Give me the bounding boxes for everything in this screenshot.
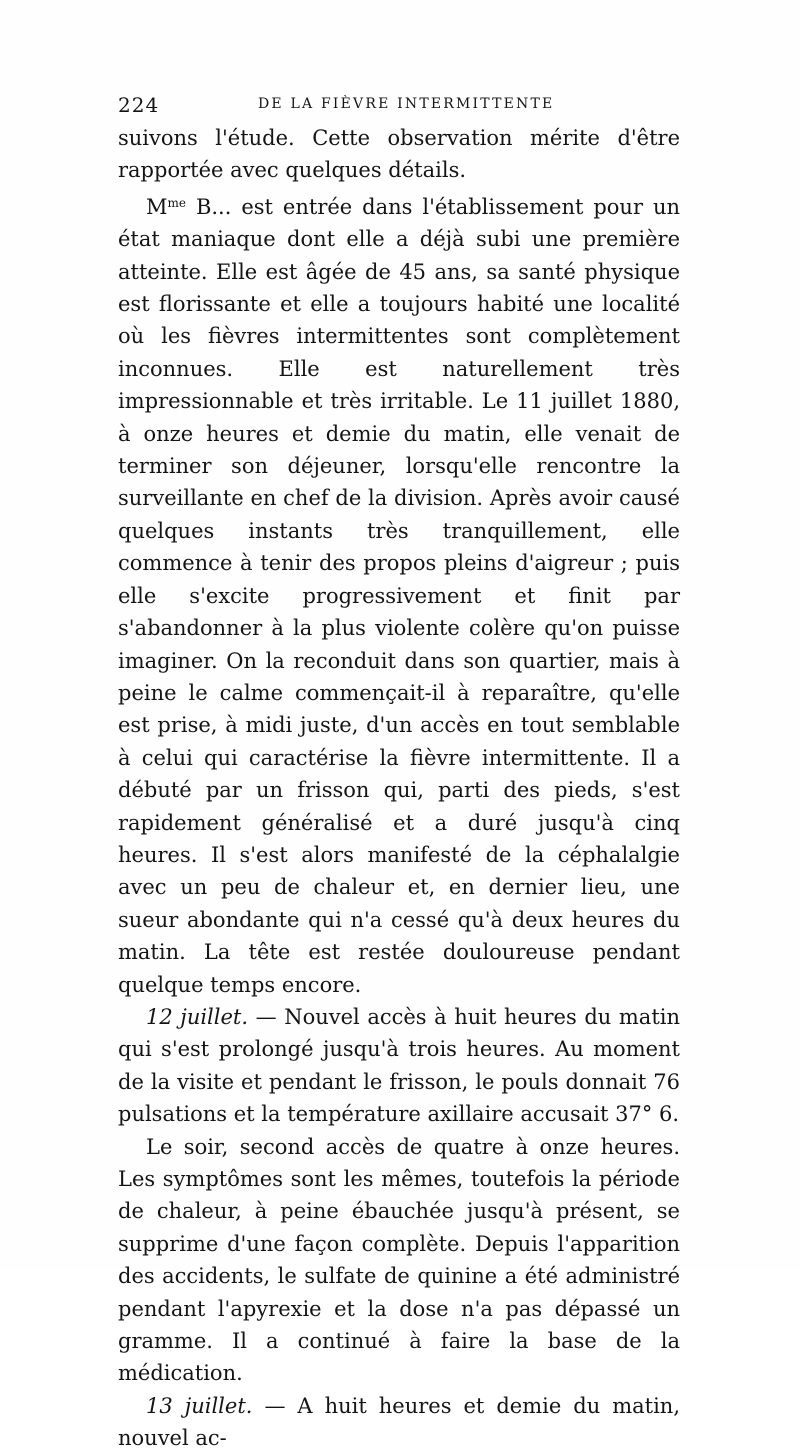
- paragraph-2: [118, 187, 680, 1001]
- entry-date-13-july: 13 juillet.: [146, 1393, 253, 1418]
- paragraph-1-text: suivons l'étude. Cette observation mérite d'être rapportée avec quelques détails.: [118, 126, 680, 183]
- page-number: 224: [118, 93, 160, 117]
- paragraph-2-text: B... est entrée dans l'établissement pour un état maniaque dont elle a déjà subi une première atteinte. Elle est âgée de 45 ans, sa santé physique est florissante et elle a toujours habité une localité où les fièvres intermittentes sont complètement inconnues. Elle est naturellement très impressionnable et très irritable. Le 11 juillet 1880, à onze heures et demie du matin, elle venait de terminer son déjeuner, lorsqu'elle rencontre la surveillante en chef de la division. Après avoir causé quelques instants très tranquillement, elle commence à tenir des propos pleins d'aigreur ; puis elle s'excite progressivement et finit par s'abandonner à la plus violente colère qu'on puisse imaginer. On la reconduit dans son quartier, mais à peine le calme commençait-il à reparaître, qu'elle est prise, à midi juste, d'un accès en tout semblable à celui qui caractérise la fièvre intermittente. Il a débuté par un frisson qui, parti des pieds, s'est rapidement généralisé et a duré jusqu'à cinq heures. Il s'est alors manifesté de la céphalalgie avec un peu de chaleur et, en dernier lieu, une sueur abondante qui n'a cessé qu'à deux heures du matin. La tête est restée douloureuse pendant quelque temps encore.: [118, 194, 680, 997]
- paragraph-3: [118, 1001, 680, 1131]
- paragraph-5: [118, 1390, 680, 1455]
- running-title: DE LA FIÈVRE INTERMITTENTE: [258, 96, 555, 112]
- running-head: [118, 93, 678, 115]
- patient-title: M: [146, 194, 168, 219]
- paragraph-4-text: Le soir, second accès de quatre à onze heures. Les symptômes sont les mêmes, toutefois la période de chaleur, à peine ébauchée jusqu'à présent, se supprime d'une façon complète. Depuis l'apparition des accidents, le sulfate de quinine a été administré pendant l'apyrexie et la dose n'a pas dépassé un gramme. Il a continué à faire la base de la médication.: [118, 1134, 680, 1386]
- paragraph-5-text: — A huit heures et demie du matin, nouvel ac-: [118, 1393, 681, 1451]
- paragraph-1: [118, 122, 680, 187]
- patient-title-superscript: me: [167, 195, 186, 210]
- paragraph-3-text: — Nouvel accès à huit heures du matin qui s'est prolongé jusqu'à trois heures. Au moment de la visite et pendant le frisson, le pouls donnait 76 pulsations et la température axillaire accusait 37° 6.: [118, 1004, 680, 1127]
- body-text: [118, 122, 680, 1455]
- paragraph-4: [118, 1131, 680, 1390]
- entry-date-12-july: 12 juillet.: [146, 1004, 249, 1029]
